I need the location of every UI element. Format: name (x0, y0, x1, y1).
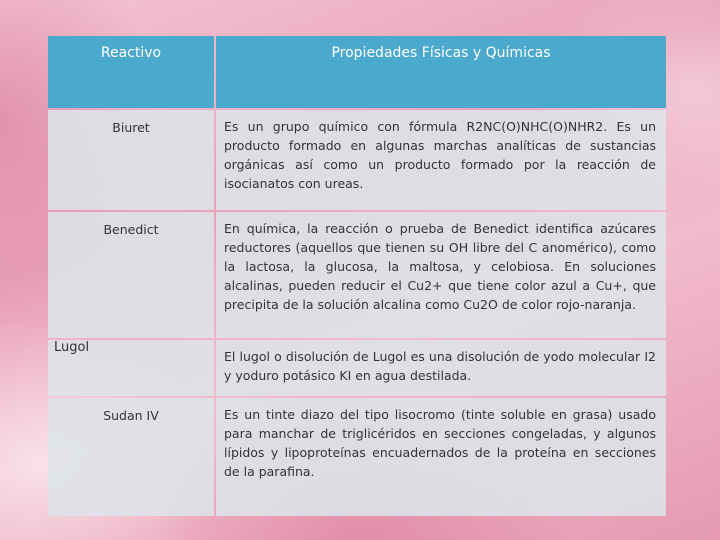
header-reactivo: Reactivo (48, 36, 214, 108)
cell-descripcion-sudan: Es un tinte diazo del tipo lisocromo (tinte soluble en grasa) usado para manchar de triglicéridos en secciones congeladas, y algunos lípidos y lipoproteínas encuadernados de la proteína en secciones de la parafina. (216, 398, 666, 516)
cell-reactivo-benedict: Benedict (48, 212, 214, 338)
cell-descripcion-biuret: Es un grupo químico con fórmula R2NC(O)NHC(O)NHR2. Es un producto formado en algunas marchas analíticas de sustancias orgánicas así como un producto formado por la reacción de isocianatos con ureas. (216, 110, 666, 210)
label-lugol: Lugol (54, 340, 90, 355)
cell-reactivo-biuret: Biuret (48, 110, 214, 210)
reactivos-table (48, 36, 666, 516)
cell-reactivo-sudan: Sudan IV (48, 398, 214, 516)
cell-descripcion-lugol: El lugol o disolución de Lugol es una disolución de yodo molecular I2 y yoduro potásico KI en agua destilada. (216, 340, 666, 396)
header-propiedades: Propiedades Físicas y Químicas (216, 36, 666, 108)
cell-descripcion-benedict: En química, la reacción o prueba de Benedict identifica azúcares reductores (aquellos que tienen su OH libre del C anomérico), como la lactosa, la glucosa, la maltosa, y celobiosa. En soluciones alcalinas, pueden reducir el Cu2+ que tiene color azul a Cu+, que precipita de la solución alcalina como Cu2O de color rojo-naranja. (216, 212, 666, 338)
